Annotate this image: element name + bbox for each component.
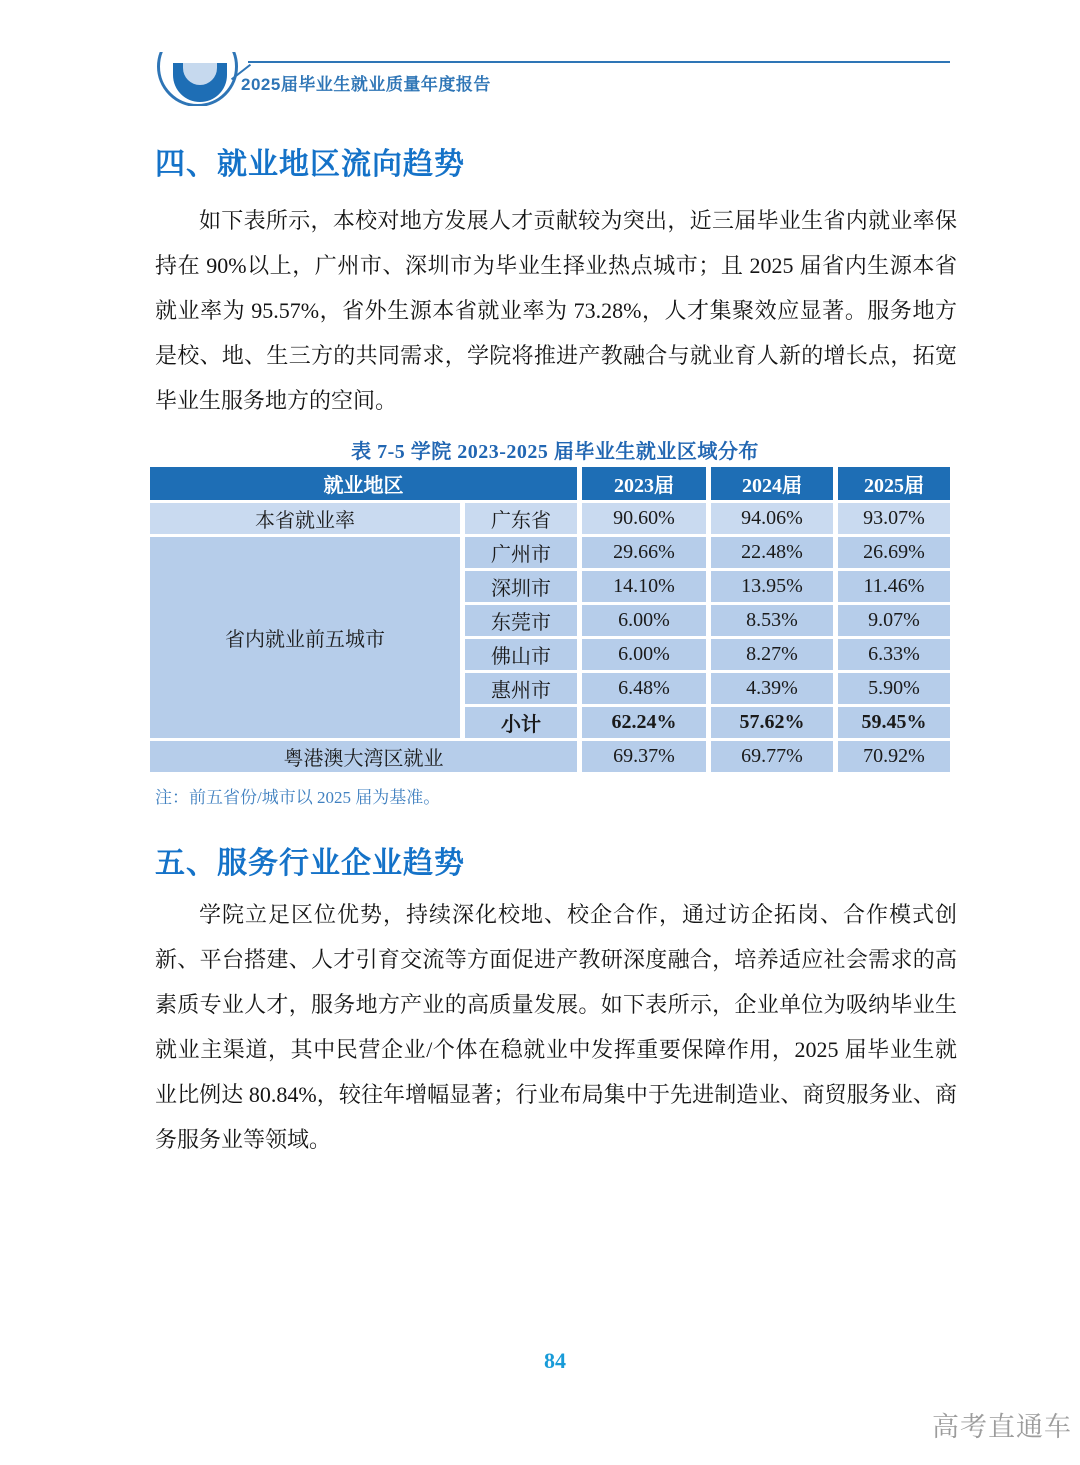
header-rule — [248, 61, 950, 63]
page-number: 84 — [544, 1348, 566, 1373]
section4-paragraph: 如下表所示，本校对地方发展人才贡献较为突出，近三届毕业生省内就业率保持在 90%以上，广州市、深圳市为毕业生择业热点城市；且 2025 届省内生源本省就业率为 95.57%，省外生源本省就业率为 73.28%，人才集聚效应显著。服务地方是校、地、生三方的共同需求，学院将推进产教融合与就业育人新的增长点，拓宽毕业生服务地方的空间。 — [155, 208, 957, 413]
logo-bowl-inner-icon — [183, 63, 217, 85]
cell-province-2024: 94.06% — [711, 503, 833, 534]
employment-region-table — [145, 464, 955, 775]
table-row-city-guangzhou — [150, 537, 950, 568]
col-header-2025: 2025届 — [838, 467, 950, 500]
cell-top5-label: 省内就业前五城市 — [150, 537, 460, 738]
cell-city-2-2025: 9.07% — [838, 605, 950, 636]
cell-city-4-2025: 5.90% — [838, 673, 950, 704]
cell-city-0-region: 广州市 — [465, 537, 577, 568]
section5-paragraph: 学院立足区位优势，持续深化校地、校企合作，通过访企拓岗、合作模式创新、平台搭建、人才引育交流等方面促进产教研深度融合，培养适应社会需求的高素质专业人才，服务地方产业的高质量发展。如下表所示，企业单位为吸纳毕业生就业主渠道，其中民营企业/个体在稳就业中发挥重要保障作用，2025 届毕业生就业比例达 80.84%，较往年增幅显著；行业布局集中于先进制造业、商贸服务业、商务服务业等领域。 — [155, 902, 957, 1152]
cell-subtotal-2023: 62.24% — [582, 707, 706, 738]
cell-city-3-2025: 6.33% — [838, 639, 950, 670]
cell-subtotal-2024: 57.62% — [711, 707, 833, 738]
table-row-gba — [150, 741, 950, 772]
section5-heading: 五、服务行业企业趋势 — [155, 847, 465, 880]
col-header-2023: 2023届 — [582, 467, 706, 500]
cell-gba-category: 粤港澳大湾区就业 — [150, 741, 577, 772]
table-row-province — [150, 503, 950, 534]
cell-city-4-2023: 6.48% — [582, 673, 706, 704]
cell-city-3-region: 佛山市 — [465, 639, 577, 670]
table-header-row — [150, 467, 950, 500]
cell-city-4-region: 惠州市 — [465, 673, 577, 704]
report-header-title: 2025届毕业生就业质量年度报告 — [241, 75, 491, 94]
cell-province-category: 本省就业率 — [150, 503, 460, 534]
cell-city-4-2024: 4.39% — [711, 673, 833, 704]
cell-city-2-region: 东莞市 — [465, 605, 577, 636]
cell-city-2-2023: 6.00% — [582, 605, 706, 636]
cell-city-1-region: 深圳市 — [465, 571, 577, 602]
school-logo-icon — [157, 52, 239, 106]
cell-city-0-2023: 29.66% — [582, 537, 706, 568]
cell-subtotal-2025: 59.45% — [838, 707, 950, 738]
table-note: 注：前五省份/城市以 2025 届为基准。 — [155, 788, 441, 807]
cell-city-0-2024: 22.48% — [711, 537, 833, 568]
cell-subtotal-label: 小计 — [465, 707, 577, 738]
cell-city-3-2023: 6.00% — [582, 639, 706, 670]
cell-city-3-2024: 8.27% — [711, 639, 833, 670]
cell-gba-2025: 70.92% — [838, 741, 950, 772]
table-caption: 表 7-5 学院 2023-2025 届毕业生就业区域分布 — [351, 441, 759, 463]
cell-province-region: 广东省 — [465, 503, 577, 534]
cell-city-1-2025: 11.46% — [838, 571, 950, 602]
cell-city-1-2023: 14.10% — [582, 571, 706, 602]
cell-province-2025: 93.07% — [838, 503, 950, 534]
col-header-region: 就业地区 — [150, 467, 577, 500]
section4-heading: 四、就业地区流向趋势 — [155, 148, 465, 181]
cell-city-2-2024: 8.53% — [711, 605, 833, 636]
cell-city-1-2024: 13.95% — [711, 571, 833, 602]
cell-city-0-2025: 26.69% — [838, 537, 950, 568]
watermark-text: 高考直通车 — [932, 1412, 1072, 1442]
cell-gba-2023: 69.37% — [582, 741, 706, 772]
cell-province-2023: 90.60% — [582, 503, 706, 534]
cell-gba-2024: 69.77% — [711, 741, 833, 772]
col-header-2024: 2024届 — [711, 467, 833, 500]
